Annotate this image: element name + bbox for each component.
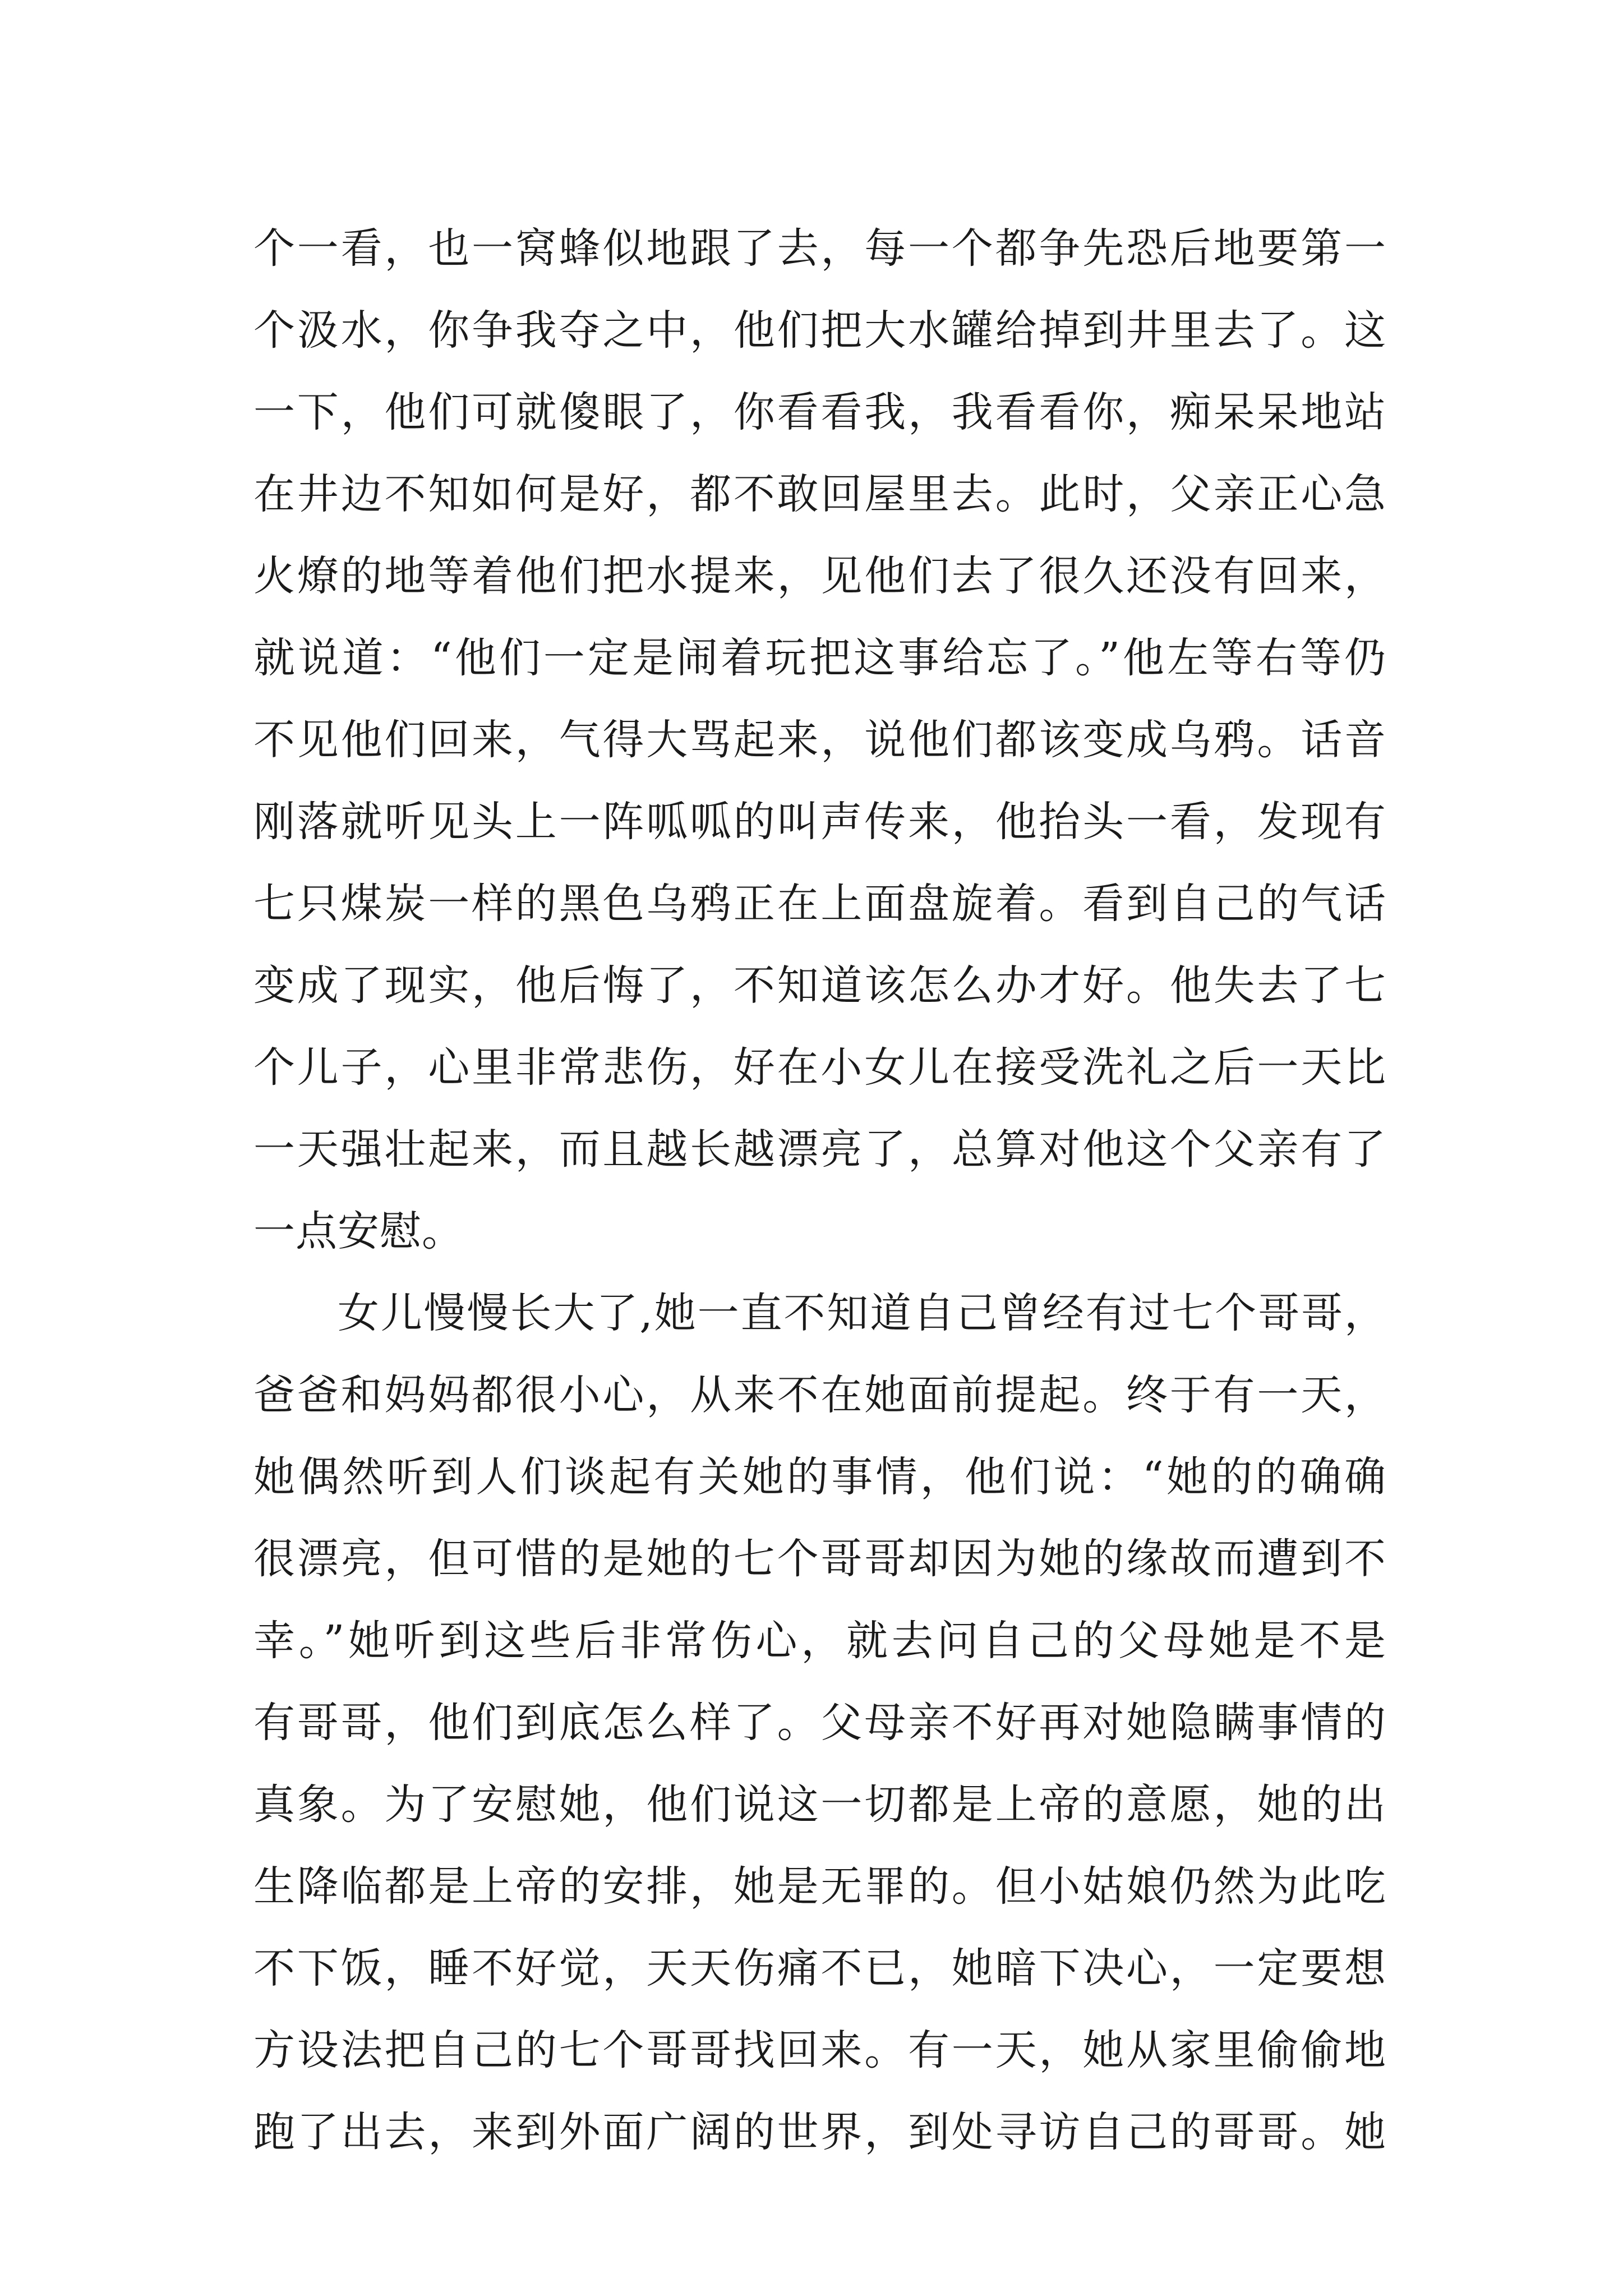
text-line: 变成了现实，他后悔了，不知道该怎么办才好。他失去了七 <box>253 961 1386 1010</box>
text-line: 一点安慰。 <box>253 1207 464 1255</box>
text-line: 生降临都是上帝的安排，她是无罪的。但小姑娘仍然为此吃 <box>253 1862 1386 1911</box>
text-line: 火燎的地等着他们把水提来，见他们去了很久还没有回来， <box>253 552 1386 600</box>
text-line: 真象。为了安慰她，他们说这一切都是上帝的意愿，她的出 <box>253 1780 1386 1829</box>
text-line: 有哥哥，他们到底怎么样了。父母亲不好再对她隐瞒事情的 <box>253 1699 1386 1747</box>
text-line: 个一看，也一窝蜂似地跟了去，每一个都争先恐后地要第一 <box>253 224 1386 273</box>
text-line: 爸爸和妈妈都很小心，从来不在她面前提起。终于有一天， <box>253 1371 1386 1419</box>
text-line: 刚落就听见头上一阵呱呱的叫声传来，他抬头一看，发现有 <box>253 798 1386 846</box>
text-line: 一天强壮起来，而且越长越漂亮了，总算对他这个父亲有了 <box>253 1125 1386 1174</box>
text-line: 就说道：“他们一定是闹着玩把这事给忘了。”他左等右等仍 <box>253 634 1386 682</box>
text-line: 不下饭，睡不好觉，天天伤痛不已，她暗下决心，一定要想 <box>253 1944 1386 1993</box>
text-line: 方设法把自己的七个哥哥找回来。有一天，她从家里偷偷地 <box>253 2026 1386 2074</box>
text-line: 很漂亮，但可惜的是她的七个哥哥却因为她的缘故而遭到不 <box>253 1535 1386 1583</box>
text-line: 七只煤炭一样的黑色乌鸦正在上面盘旋着。看到自己的气话 <box>253 880 1386 928</box>
text-line: 个儿子，心里非常悲伤，好在小女儿在接受洗礼之后一天比 <box>253 1043 1386 1092</box>
paragraph-first-line: 女儿慢慢长大了,她一直不知道自己曾经有过七个哥哥， <box>338 1289 1386 1337</box>
text-line: 不见他们回来，气得大骂起来，说他们都该变成乌鸦。话音 <box>253 716 1386 764</box>
text-line: 在井边不知如何是好，都不敢回屋里去。此时，父亲正心急 <box>253 470 1386 518</box>
text-line: 一下，他们可就傻眼了，你看看我，我看看你，痴呆呆地站 <box>253 388 1386 436</box>
text-line: 跑了出去，来到外面广阔的世界，到处寻访自己的哥哥。她 <box>253 2108 1386 2156</box>
text-line: 个汲水，你争我夺之中，他们把大水罐给掉到井里去了。这 <box>253 306 1386 355</box>
text-line: 幸。”她听到这些后非常伤心，就去问自己的父母她是不是 <box>253 1617 1386 1665</box>
text-line: 她偶然听到人们谈起有关她的事情，他们说：“她的的确确 <box>253 1453 1386 1501</box>
body-text <box>253 208 1386 2173</box>
